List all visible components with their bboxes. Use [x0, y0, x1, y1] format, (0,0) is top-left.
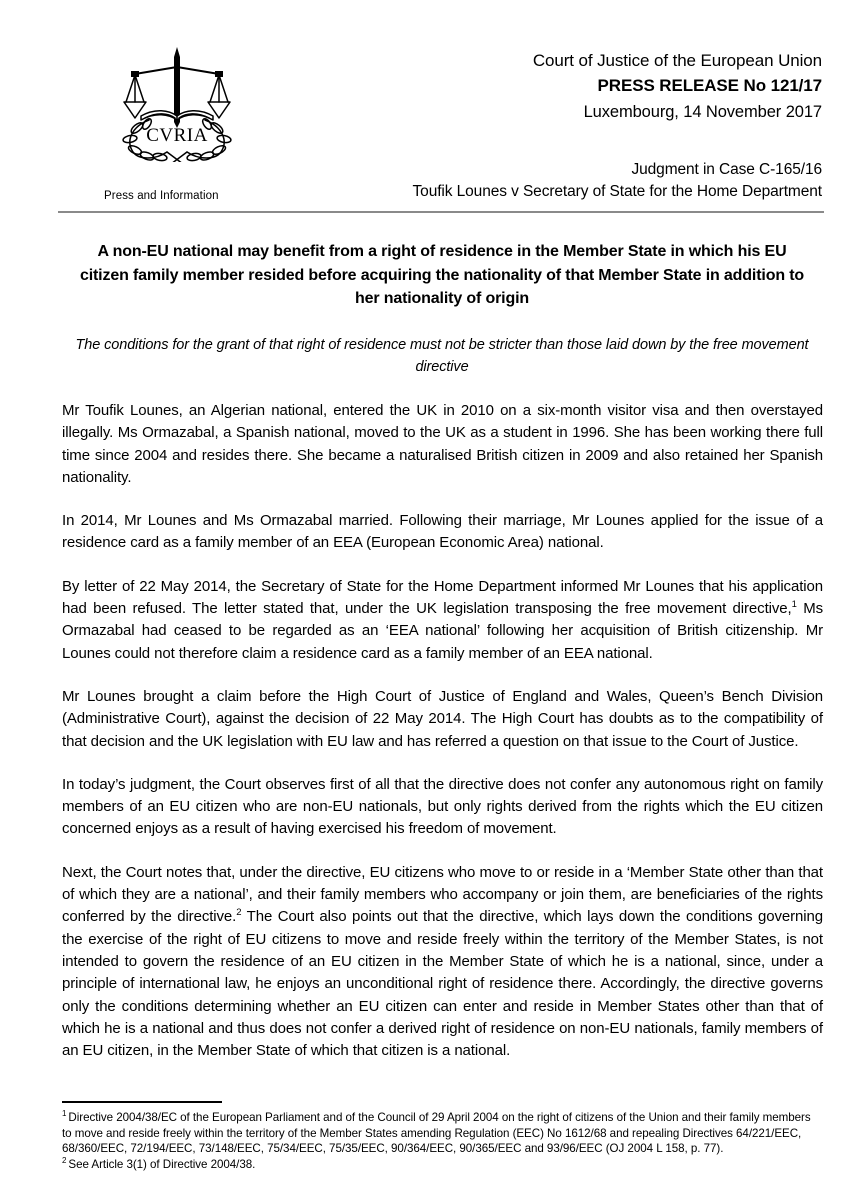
- page-title: A non-EU national may benefit from a right of residence in the Member State in which his EU citizen family member resided before acquiring the nationality of that Member State in addition to her nationality of origin: [79, 243, 805, 307]
- page-subtitle: The conditions for the grant of that right of residence must not be stricter than those laid down by the free movement directive: [75, 336, 809, 375]
- title-block: [62, 240, 822, 378]
- body-paragraph: In today’s judgment, the Court observes first of all that the directive does not confer any autonomous right on family members of an EU citizen who are non-EU nationals, but only rights derived from the rights which the EU citizen concerned enjoys as a result of having exercised his freedom of movement.: [62, 775, 823, 838]
- cvria-emblem-text: CVRIA: [146, 125, 208, 146]
- paragraph-text-before-marker: By letter of 22 May 2014, the Secretary of State for the Home Department informed Mr Lounes that his application had been refused. The letter stated that, under the UK legislation transposing the free movement directive,: [62, 577, 823, 618]
- footnote-divider: [62, 1101, 222, 1103]
- press-release-number: PRESS RELEASE No 121/17: [597, 76, 822, 95]
- body-paragraph: Mr Lounes brought a claim before the High Court of Justice of England and Wales, Queen’s Bench Division (Administrative Court), against the decision of 22 May 2014. The High Court has doubts as to the compatibility of that decision and the UK legislation with EU law and has referred a question on that issue to the Court of Justice.: [62, 687, 823, 750]
- footnote-item: [62, 1157, 823, 1173]
- press-and-information-label: Press and Information: [104, 190, 219, 202]
- paragraph-text-after-marker: Ms Ormazabal had ceased to be regarded as an ‘EEA national’ following her acquisition of British citizenship. Mr Lounes could not therefore claim a residence card as a family member of an EEA national.: [62, 600, 823, 662]
- case-parties: Toufik Lounes v Secretary of State for the Home Department: [412, 183, 822, 200]
- footnote-number: 2: [62, 1155, 67, 1165]
- document-body: [62, 400, 823, 1062]
- cvria-emblem-icon: [121, 44, 233, 162]
- header-right-block: [302, 48, 822, 125]
- footnote-text: Directive 2004/38/EC of the European Parliament and of the Council of 29 April 2004 on the right of citizens of the Union and their family members to move and reside freely within the territory of the Member States amending Regulation (EEC) No 1612/68 and repealing Directives 64/221/EEC, 68/360/EEC, 72/194/EEC, 73/148/EEC, 75/34/EEC, 75/35/EEC, 90/364/EEC, 90/365/EEC and 93/96/EEC (OJ 2004 L 158, p. 77).: [62, 1111, 811, 1156]
- case-number: Judgment in Case C-165/16: [631, 161, 822, 178]
- institution-name: Court of Justice of the European Union: [532, 51, 822, 70]
- subtitle-wrap: [62, 334, 822, 378]
- footnote-number: 1: [62, 1109, 67, 1119]
- body-paragraph: Mr Toufik Lounes, an Algerian national, entered the UK in 2010 on a six-month visitor visa and then overstayed illegally. Ms Ormazabal, a Spanish national, moved to the UK as a student in 1996. She has been working there full time since 2004 and resides there. She became a naturalised British citizen in 2009 and also retained her Spanish nationality.: [62, 402, 823, 486]
- footnote-text: See Article 3(1) of Directive 2004/38.: [68, 1157, 256, 1171]
- case-reference-block: [222, 159, 822, 203]
- court-emblem-block: [62, 44, 292, 202]
- footnotes-block: [62, 1110, 823, 1172]
- body-paragraph-with-footnote-1: [62, 576, 823, 665]
- body-paragraph-with-footnote-2: [62, 862, 823, 1063]
- paragraph-text-before-marker: Next, the Court notes that, under the directive, EU citizens who move to or reside in a ‘Member State other than that of which they are a national’, and their family members who accompany or join them, are beneficiaries of the rights conferred by the directive.: [62, 863, 823, 926]
- place-and-date: Luxembourg, 14 November 2017: [583, 103, 822, 121]
- header-divider: [58, 211, 824, 213]
- footnote-item: [62, 1110, 823, 1157]
- paragraph-text-after-marker: The Court also points out that the directive, which lays down the conditions governing the exercise of the right of EU citizens to move and reside freely within the territory of the Member States, is not intended to govern the residence of an EU citizen in the Member State of which he is a national, since, under a principle of international law, he enjoys an unconditional right of residence there. Accordingly, the directive governs only the conditions determining whether an EU citizen can enter and reside in Member States other than that of which he is a national and thus does not confer a derived right of residence on non-EU nationals, family members of an EU citizen, in the Member State of which that citizen is a national.: [62, 908, 824, 1060]
- footnote-marker-1: 1: [791, 599, 797, 611]
- document-header: [62, 44, 822, 202]
- footnote-marker-2: 2: [236, 907, 242, 919]
- body-paragraph: In 2014, Mr Lounes and Ms Ormazabal married. Following their marriage, Mr Lounes applied for the issue of a residence card as a family member of an EEA (European Economic Area) national.: [62, 512, 823, 552]
